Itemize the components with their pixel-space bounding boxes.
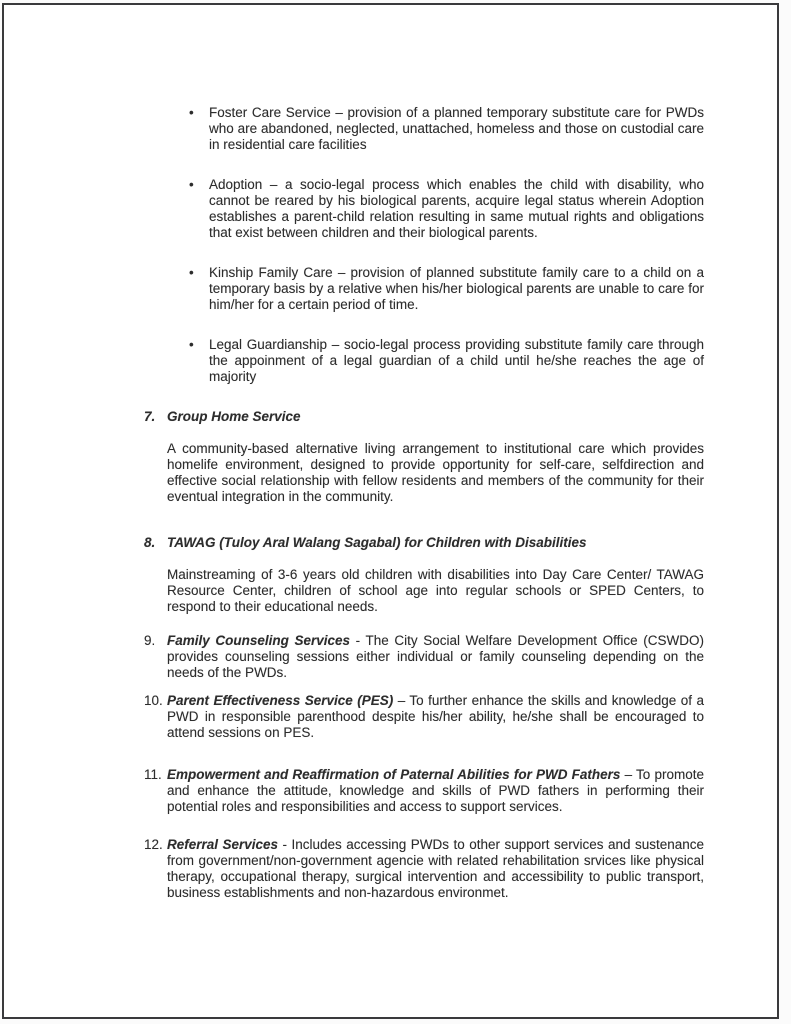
separator: – bbox=[393, 693, 410, 708]
list-item-legal-guardianship bbox=[189, 337, 704, 385]
numbered-item-8 bbox=[144, 535, 704, 633]
numbered-item-10 bbox=[144, 693, 704, 741]
bullet-text: Kinship Family Care – provision of planned substitute family care to a child on a temporary basis by a relative when his/her biological parents are unable to care for him/her for a certain period of time. bbox=[209, 265, 704, 312]
item-number: 7. bbox=[144, 409, 156, 424]
item-content bbox=[167, 535, 704, 633]
bullet-icon: • bbox=[189, 265, 194, 280]
paragraph bbox=[167, 767, 704, 815]
bullet-text: Legal Guardianship – socio-legal process providing substitute family care through the appoinment of a legal guardian of a child until he/she reaches the age of majority bbox=[209, 337, 704, 384]
paragraph: Mainstreaming of 3-6 years old children with disabilities into Day Care Center/ TAWAG Resource Center, children of school age into regular schools or SPED Centers, to respond to their educational needs. bbox=[167, 567, 704, 614]
item-title: Empowerment and Reaffirmation of Paternal Abilities for PWD Fathers bbox=[167, 767, 621, 782]
bullet-icon: • bbox=[189, 177, 194, 192]
list-item-adoption bbox=[189, 177, 704, 241]
separator: - bbox=[350, 633, 366, 648]
document-content bbox=[144, 105, 704, 901]
list-item-kinship bbox=[189, 265, 704, 313]
item-number: 8. bbox=[144, 535, 156, 550]
section-heading: TAWAG (Tuloy Aral Walang Sagabal) for Children with Disabilities bbox=[167, 535, 587, 550]
item-title: Parent Effectiveness Service (PES) bbox=[167, 693, 394, 708]
paragraph bbox=[167, 693, 704, 741]
item-body-text: To further enhance the skills and knowledge of a PWD in responsible parenthood despite his/her ability, he/she shall be encouraged to attend sessions on PES. bbox=[167, 693, 704, 740]
item-body-text: To promote and enhance the attitude, knowledge and skills of PWD fathers in performing their potential roles and responsibilities and access to support services. bbox=[167, 767, 704, 814]
paragraph bbox=[167, 837, 704, 901]
bullet-text: Foster Care Service – provision of a planned temporary substitute care for PWDs who are abandoned, neglected, unattached, homeless and those on custodial care in residential care facilities bbox=[209, 105, 704, 152]
item-title: Referral Services bbox=[167, 837, 279, 852]
scanned-page bbox=[2, 3, 779, 1019]
item-number: 10. bbox=[144, 693, 163, 708]
item-body-text: Includes accessing PWDs to other support services and sustenance from government/non-government agencie with related rehabilitation srvices like physical therapy, occupational therapy, surgical intervention and accessibility to public transport, business establishments and non-hazardous environmet. bbox=[167, 837, 705, 900]
separator: - bbox=[278, 837, 292, 852]
list-item-foster-care bbox=[189, 105, 704, 153]
bullet-text: Adoption – a socio-legal process which enables the child with disability, who cannot be reared by his biological parents, acquire legal status wherein Adoption establishes a parent-child relation resulting in same mutual rights and obligations that exist between children and their biological parents. bbox=[209, 177, 704, 240]
paragraph bbox=[167, 633, 704, 681]
item-title: Family Counseling Services bbox=[167, 633, 351, 648]
item-number: 12. bbox=[144, 837, 163, 852]
numbered-item-7 bbox=[144, 409, 704, 535]
bullet-icon: • bbox=[189, 105, 194, 120]
numbered-item-12 bbox=[144, 837, 704, 901]
section-heading: Group Home Service bbox=[167, 409, 301, 424]
paragraph: A community-based alternative living arrangement to institutional care which provides homelife environment, designed to provide opportunity for self-care, selfdirection and effective social relationship with fellow residents and members of the community for their eventual integration in the community. bbox=[167, 441, 704, 504]
item-number: 11. bbox=[144, 767, 162, 782]
numbered-item-9 bbox=[144, 633, 704, 681]
item-body-text: The City Social Welfare Development Office (CSWDO) provides counseling sessions either individual or family counseling depending on the needs of the PWDs. bbox=[167, 633, 704, 680]
separator: – bbox=[620, 767, 637, 782]
numbered-item-11 bbox=[144, 767, 704, 815]
item-number: 9. bbox=[144, 633, 156, 648]
item-content bbox=[167, 409, 704, 535]
bullet-icon: • bbox=[189, 337, 194, 352]
